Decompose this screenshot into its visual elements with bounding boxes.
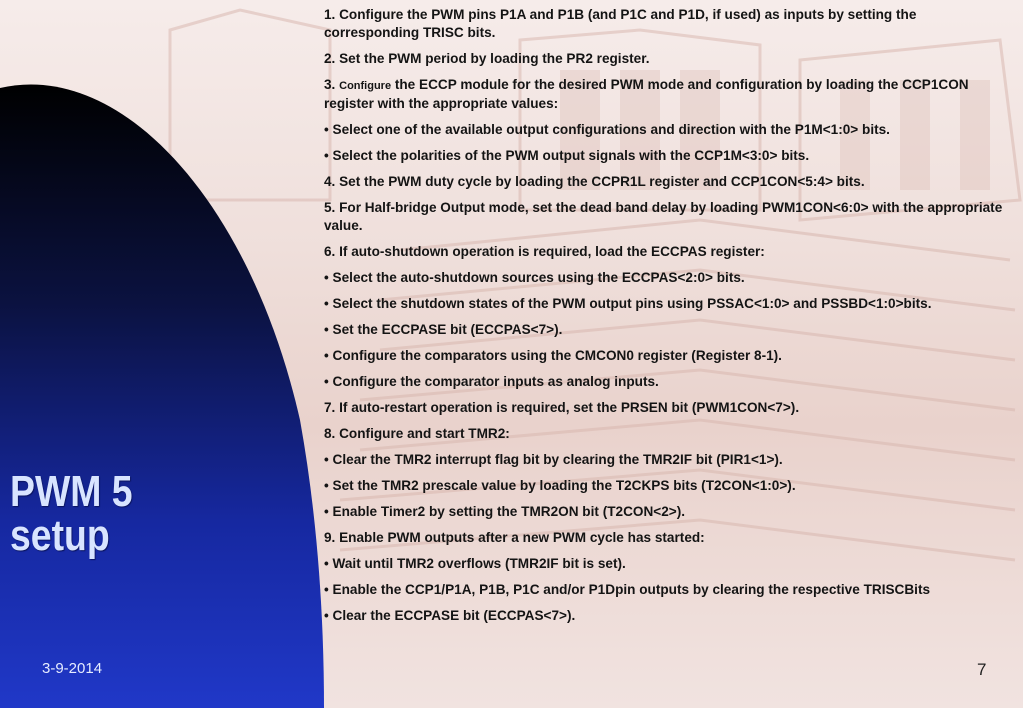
- bullet-wait-overflow: • Wait until TMR2 overflows (TMR2IF bit is set).: [324, 556, 626, 571]
- slide-title: [10, 467, 180, 560]
- bullet-enable-timer2: • Enable Timer2 by setting the TMR2ON bit (T2CON<2>).: [324, 504, 686, 519]
- bullet-prescale: • Set the TMR2 prescale value by loading the T2CKPS bits (T2CON<1:0>).: [324, 478, 796, 493]
- step-3-rest: the ECCP module for the desired PWM mode and configuration by loading the CCP1CON register with the appropriate values:: [324, 77, 969, 111]
- title-line-1: PWM 5: [10, 467, 133, 516]
- step-1: 1. Configure the PWM pins P1A and P1B (and P1C and P1D, if used) as inputs by setting the corresponding TRISC bits.: [324, 7, 917, 40]
- bullet-output-config: • Select one of the available output configurations and direction with the P1M<1:0> bits.: [324, 122, 890, 137]
- step-8: 8. Configure and start TMR2:: [324, 426, 510, 441]
- slide-body: [324, 6, 1014, 706]
- step-5: 5. For Half-bridge Output mode, set the dead band delay by loading PWM1CON<6:0> with the appropriate value.: [324, 200, 1003, 233]
- step-2: 2. Set the PWM period by loading the PR2 register.: [324, 51, 650, 66]
- bullet-set-eccpase: • Set the ECCPASE bit (ECCPAS<7>).: [324, 322, 563, 337]
- step-6: 6. If auto-shutdown operation is required, load the ECCPAS register:: [324, 244, 765, 259]
- step-3: [324, 76, 1014, 113]
- title-line-2: setup: [10, 511, 110, 560]
- step-9: 9. Enable PWM outputs after a new PWM cycle has started:: [324, 530, 705, 545]
- bullet-polarities: • Select the polarities of the PWM output signals with the CCP1M<3:0> bits.: [324, 148, 810, 163]
- bullet-clear-tmr2if: • Clear the TMR2 interrupt flag bit by clearing the TMR2IF bit (PIR1<1>).: [324, 452, 783, 467]
- step-3-small-word: Configure: [339, 80, 392, 92]
- bullet-enable-outputs: • Enable the CCP1/P1A, P1B, P1C and/or P1Dpin outputs by clearing the respective TRISCBits: [324, 582, 931, 597]
- step-4: 4. Set the PWM duty cycle by loading the CCPR1L register and CCP1CON<5:4> bits.: [324, 174, 865, 189]
- bullet-comparator-inputs: • Configure the comparator inputs as analog inputs.: [324, 374, 659, 389]
- bullet-shutdown-states: • Select the shutdown states of the PWM output pins using PSSAC<1:0> and PSSBD<1:0>bits.: [324, 296, 932, 311]
- page-number: 7: [977, 660, 987, 679]
- bullet-shutdown-sources: • Select the auto-shutdown sources using the ECCPAS<2:0> bits.: [324, 270, 745, 285]
- bullet-clear-eccpase: • Clear the ECCPASE bit (ECCPAS<7>).: [324, 608, 576, 623]
- bullet-configure-comparators: • Configure the comparators using the CMCON0 register (Register 8-1).: [324, 348, 782, 363]
- step-3-prefix: 3.: [324, 77, 340, 92]
- slide-date: 3-9-2014: [42, 660, 103, 677]
- left-blue-panel: [0, 0, 330, 708]
- step-7: 7. If auto-restart operation is required, set the PRSEN bit (PWM1CON<7>).: [324, 400, 800, 415]
